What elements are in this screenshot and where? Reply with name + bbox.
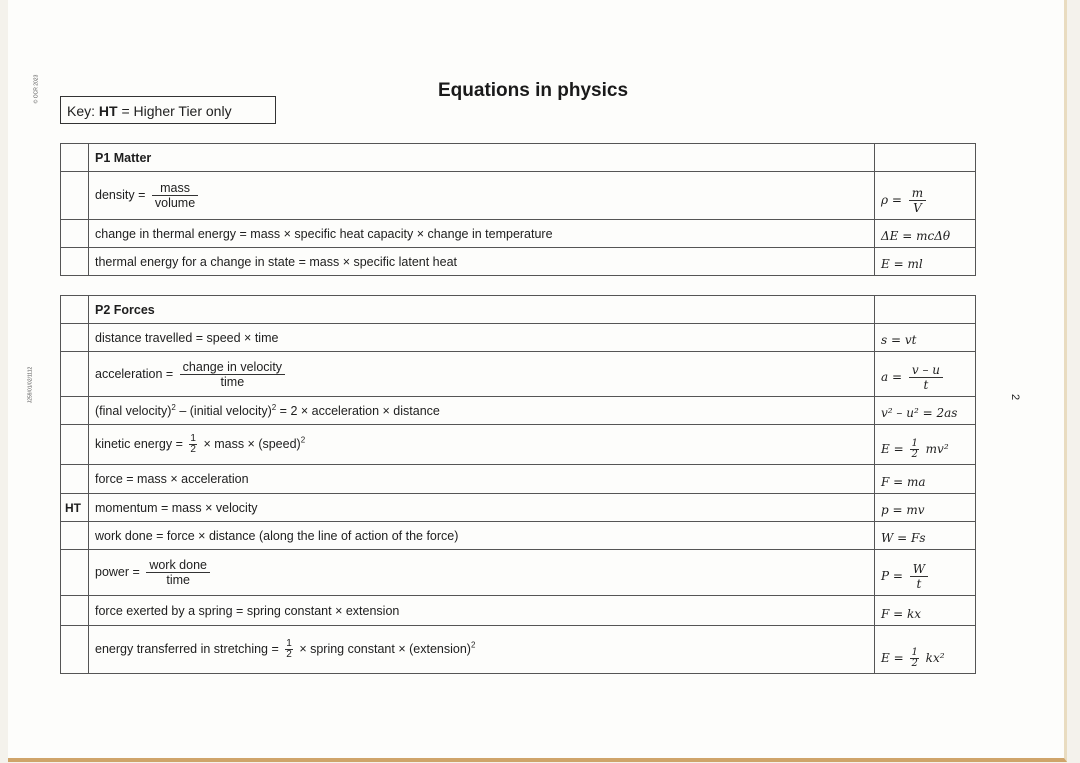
table-row xyxy=(61,352,976,397)
page-number: 2 xyxy=(1009,393,1022,401)
page-title: Equations in physics xyxy=(438,80,629,101)
table-row xyxy=(61,220,976,248)
table-row xyxy=(61,324,976,352)
stretch-equation: energy transferred in stretching = $\frac{1}{2}$ × spring constant × (extension)$^2$ xyxy=(89,626,875,674)
ht-label: HT xyxy=(61,494,89,522)
forces-table xyxy=(60,295,976,674)
spring-equation: force exerted by a spring = spring constant × extension xyxy=(89,596,875,626)
key-box xyxy=(60,96,276,124)
table-row xyxy=(61,494,976,522)
table-row xyxy=(61,550,976,596)
copyright-note: © OCR 2023 xyxy=(33,74,40,104)
table-row xyxy=(61,596,976,626)
acceleration-equation: acceleration = $\frac{\text{change in velocity}}{\text{time}}$ xyxy=(89,352,875,397)
key-prefix: Key: xyxy=(67,103,99,119)
latent-symbol: E = ml xyxy=(875,248,976,276)
thermal-equation: change in thermal energy = mass × specific heat capacity × change in temperature xyxy=(89,220,875,248)
work-equation: work done = force × distance (along the line of action of the force) xyxy=(89,522,875,550)
matter-table xyxy=(60,143,976,276)
key-abbr: HT xyxy=(98,103,118,119)
acceleration-symbol: a = $\frac{v - u}{t}$ xyxy=(875,352,976,397)
power-symbol: P = $\frac{W}{t}$ xyxy=(875,550,976,596)
momentum-equation: momentum = mass × velocity xyxy=(89,494,875,522)
kinetic-symbol: E = $\frac{1}{2}$ mv² xyxy=(875,425,976,465)
table-row xyxy=(61,397,976,425)
table-row xyxy=(61,248,976,276)
thermal-symbol: ΔE = mcΔθ xyxy=(875,220,976,248)
forces-heading: P2 Forces xyxy=(89,296,875,324)
paper-code: J259/01/02/1112 xyxy=(27,366,34,404)
kinetic-equation: kinetic energy = $\frac{1}{2}$ × mass × (speed)$^2$ xyxy=(89,425,875,465)
distance-symbol: s = vt xyxy=(875,324,976,352)
exam-page xyxy=(8,0,1067,762)
suvat-equation: (final velocity)$^2$ – (initial velocity)$^2$ = 2 × acceleration × distance xyxy=(89,397,875,425)
table-row xyxy=(61,522,976,550)
force-equation: force = mass × acceleration xyxy=(89,465,875,494)
power-equation: power = $\frac{\text{work done}}{\text{time}}$ xyxy=(89,550,875,596)
matter-heading: P1 Matter xyxy=(89,144,875,172)
density-fraction: $\frac{\text{mass}}{\text{volume}}$ xyxy=(152,181,198,210)
density-equation: density = $\frac{\text{mass}}{\text{volume}}$ xyxy=(89,172,875,220)
suvat-symbol: v² – u² = 2as xyxy=(875,397,976,425)
force-symbol: F = ma xyxy=(875,465,976,494)
tier-cell xyxy=(61,144,89,172)
table-row xyxy=(61,626,976,674)
distance-equation: distance travelled = speed × time xyxy=(89,324,875,352)
table-row xyxy=(61,465,976,494)
table-row xyxy=(61,172,976,220)
key-text: = Higher Tier only xyxy=(117,103,232,119)
spring-symbol: F = kx xyxy=(875,596,976,626)
momentum-symbol: p = mv xyxy=(875,494,976,522)
suvat-sup-2: 2 xyxy=(271,402,277,412)
table-row xyxy=(61,425,976,465)
work-symbol: W = Fs xyxy=(875,522,976,550)
latent-equation: thermal energy for a change in state = mass × specific latent heat xyxy=(89,248,875,276)
stretch-symbol: E = $\frac{1}{2}$ kx² xyxy=(875,626,976,674)
density-symbol: ρ = $\frac{m}{V}$ xyxy=(875,172,976,220)
symbol-cell xyxy=(875,144,976,172)
